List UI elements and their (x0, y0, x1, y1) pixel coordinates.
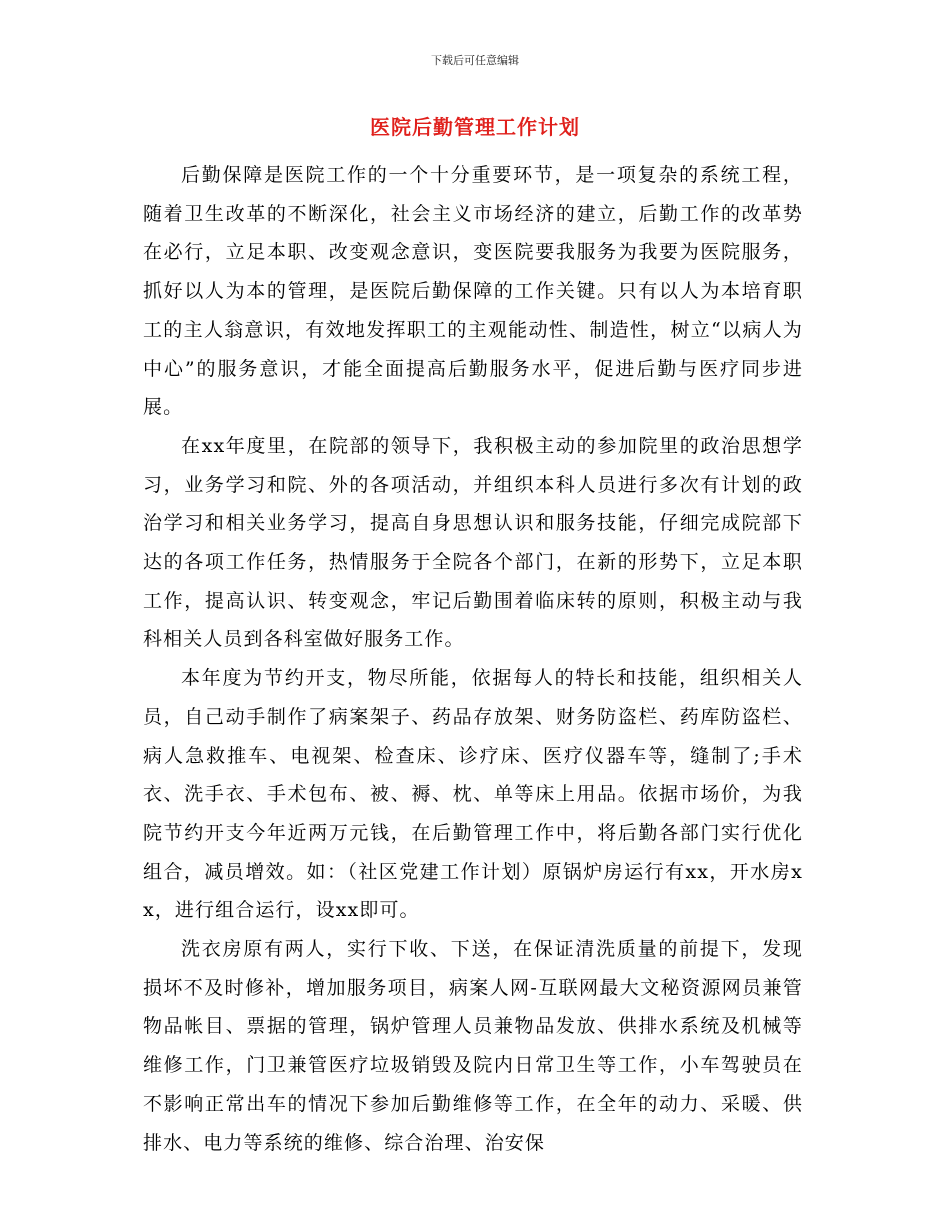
paragraph-1: 后勤保障是医院工作的一个十分重要环节，是一项复杂的系统工程，随着卫生改革的不断深化，社会主义市场经济的建立，后勤工作的改革势在必行，立足本职、改变观念意识，变医院要我服务为我要为医院服务，抓好以人为本的管理，是医院后勤保障的工作关键。只有以人为本培育职工的主人翁意识，有效地发挥职工的主观能动性、制造性，树立“以病人为中心”的服务意识，才能全面提高后勤服务水平，促进后勤与医疗同步进展。 (143, 164, 803, 419)
paragraph-3: 本年度为节约开支，物尽所能，依据每人的特长和技能，组织相关人员，自己动手制作了病案架子、药品存放架、财务防盗栏、药库防盗栏、病人急救推车、电视架、检查床、诊疗床、医疗仪器车等，缝制了;手术衣、洗手衣、手术包布、被、褥、枕、单等床上用品。依据市场价，为我院节约开支今年近两万元钱，在后勤管理工作中，将后勤各部门实行优化组合，减员增效。如：（社区党建工作计划）原锅炉房运行有xx，开水房xx，进行组合运行，设xx即可。 (143, 667, 803, 922)
paragraph-2: 在xx年度里，在院部的领导下，我积极主动的参加院里的政治思想学习，业务学习和院、外的各项活动，并组织本科人员进行多次有计划的政治学习和相关业务学习，提高自身思想认识和服务技能，仔细完成院部下达的各项工作任务，热情服务于全院各个部门，在新的形势下，立足本职工作，提高认识、转变观念，牢记后勤围着临床转的原则，积极主动与我科相关人员到各科室做好服务工作。 (143, 434, 803, 651)
header-note: 下载后可任意编辑 (431, 54, 519, 67)
paragraph-4: 洗衣房原有两人，实行下收、下送，在保证清洗质量的前提下，发现损坏不及时修补，增加服务项目，病案人网-互联网最大文秘资源网员兼管物品帐目、票据的管理，锅炉管理人员兼物品发放、供排水系统及机械等维修工作，门卫兼管医疗垃圾销毁及院内日常卫生等工作，小车驾驶员在不影响正常出车的情况下参加后勤维修等工作，在全年的动力、采暖、供排水、电力等系统的维修、综合治理、治安保 (143, 938, 803, 1154)
document-title: 医院后勤管理工作计划 (370, 115, 580, 139)
document-body (143, 156, 803, 1162)
